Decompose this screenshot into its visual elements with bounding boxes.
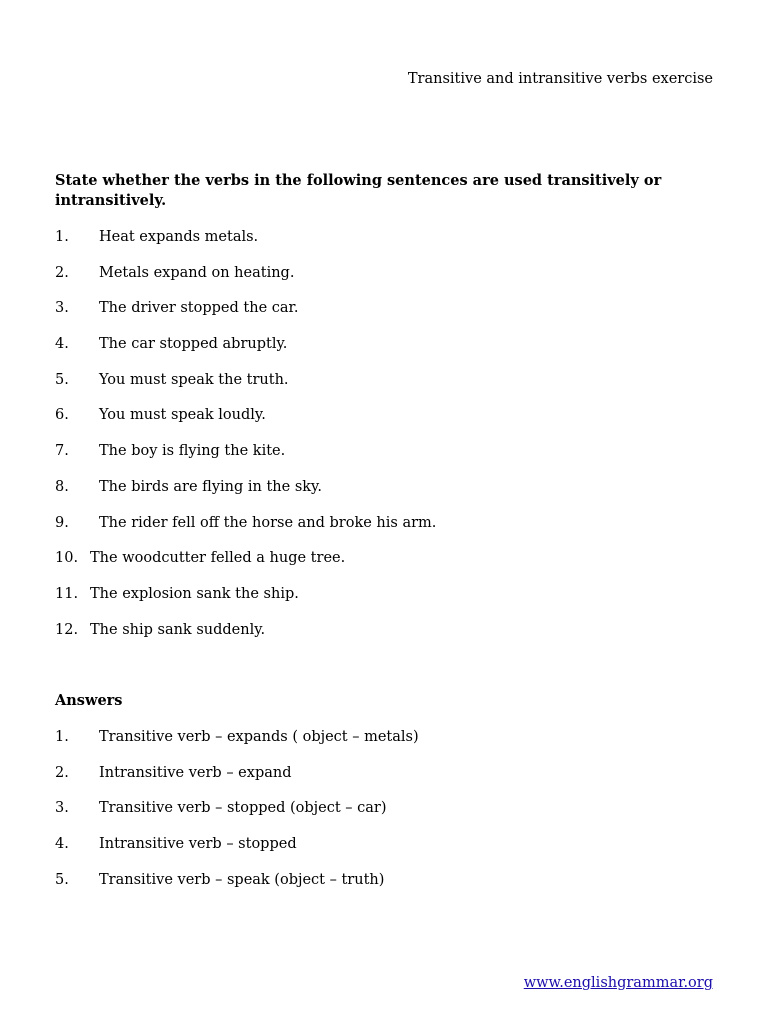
question-text: Heat expands metals. [99, 229, 259, 245]
answer-number: 3. [55, 800, 69, 817]
answer-text: Intransitive verb – expand [99, 764, 292, 781]
question-item [55, 620, 436, 656]
question-text: Metals expand on heating. [99, 264, 295, 281]
question-item [55, 441, 436, 477]
exercise-instruction: State whether the verbs in the following sentences are used transitively or intransitively. [55, 172, 662, 209]
question-text: The explosion sank the ship. [90, 585, 299, 602]
question-item [55, 477, 436, 513]
answer-number: 4. [55, 836, 69, 853]
question-text: The boy is flying the kite. [99, 443, 286, 460]
question-number: 11. [55, 585, 79, 602]
question-item [55, 227, 436, 263]
question-number: 6. [55, 407, 69, 424]
answer-text: Transitive verb – expands ( object – metals) [99, 729, 419, 745]
question-number: 10. [55, 550, 79, 567]
answer-item [55, 834, 419, 870]
question-text: The birds are flying in the sky. [99, 478, 322, 495]
question-item [55, 548, 436, 584]
website-link[interactable]: www.englishgrammar.org [523, 975, 713, 991]
question-text: The rider fell off the horse and broke his arm. [99, 514, 437, 531]
question-list [55, 227, 436, 655]
answer-text: Transitive verb – stopped (object – car) [99, 800, 387, 817]
question-item [55, 584, 436, 620]
question-number: 5. [55, 371, 69, 388]
question-number: 12. [55, 621, 79, 638]
question-number: 1. [55, 229, 69, 245]
question-text: You must speak loudly. [99, 407, 266, 424]
question-text: The driver stopped the car. [99, 300, 299, 317]
question-number: 4. [55, 336, 69, 353]
answer-item [55, 763, 419, 799]
question-item [55, 334, 436, 370]
question-text: You must speak the truth. [99, 371, 289, 388]
question-text: The ship sank suddenly. [90, 621, 266, 638]
question-item [55, 370, 436, 406]
answer-text: Transitive verb – speak (object – truth) [99, 871, 385, 888]
question-number: 7. [55, 443, 69, 460]
page-header-title: Transitive and intransitive verbs exercise [407, 71, 713, 87]
question-item [55, 405, 436, 441]
question-item [55, 263, 436, 299]
answer-item [55, 727, 419, 763]
question-number: 2. [55, 264, 69, 281]
answer-number: 2. [55, 764, 69, 781]
question-text: The woodcutter felled a huge tree. [90, 550, 346, 567]
question-number: 9. [55, 514, 69, 531]
question-item [55, 513, 436, 549]
question-number: 8. [55, 478, 69, 495]
answer-list [55, 727, 419, 905]
question-number: 3. [55, 300, 69, 317]
answer-number: 5. [55, 871, 69, 888]
question-item [55, 298, 436, 334]
answer-item [55, 798, 419, 834]
question-text: The car stopped abruptly. [99, 336, 288, 353]
answer-item [55, 870, 419, 906]
answers-heading: Answers [55, 692, 123, 709]
answer-number: 1. [55, 729, 69, 745]
answer-text: Intransitive verb – stopped [99, 836, 297, 853]
